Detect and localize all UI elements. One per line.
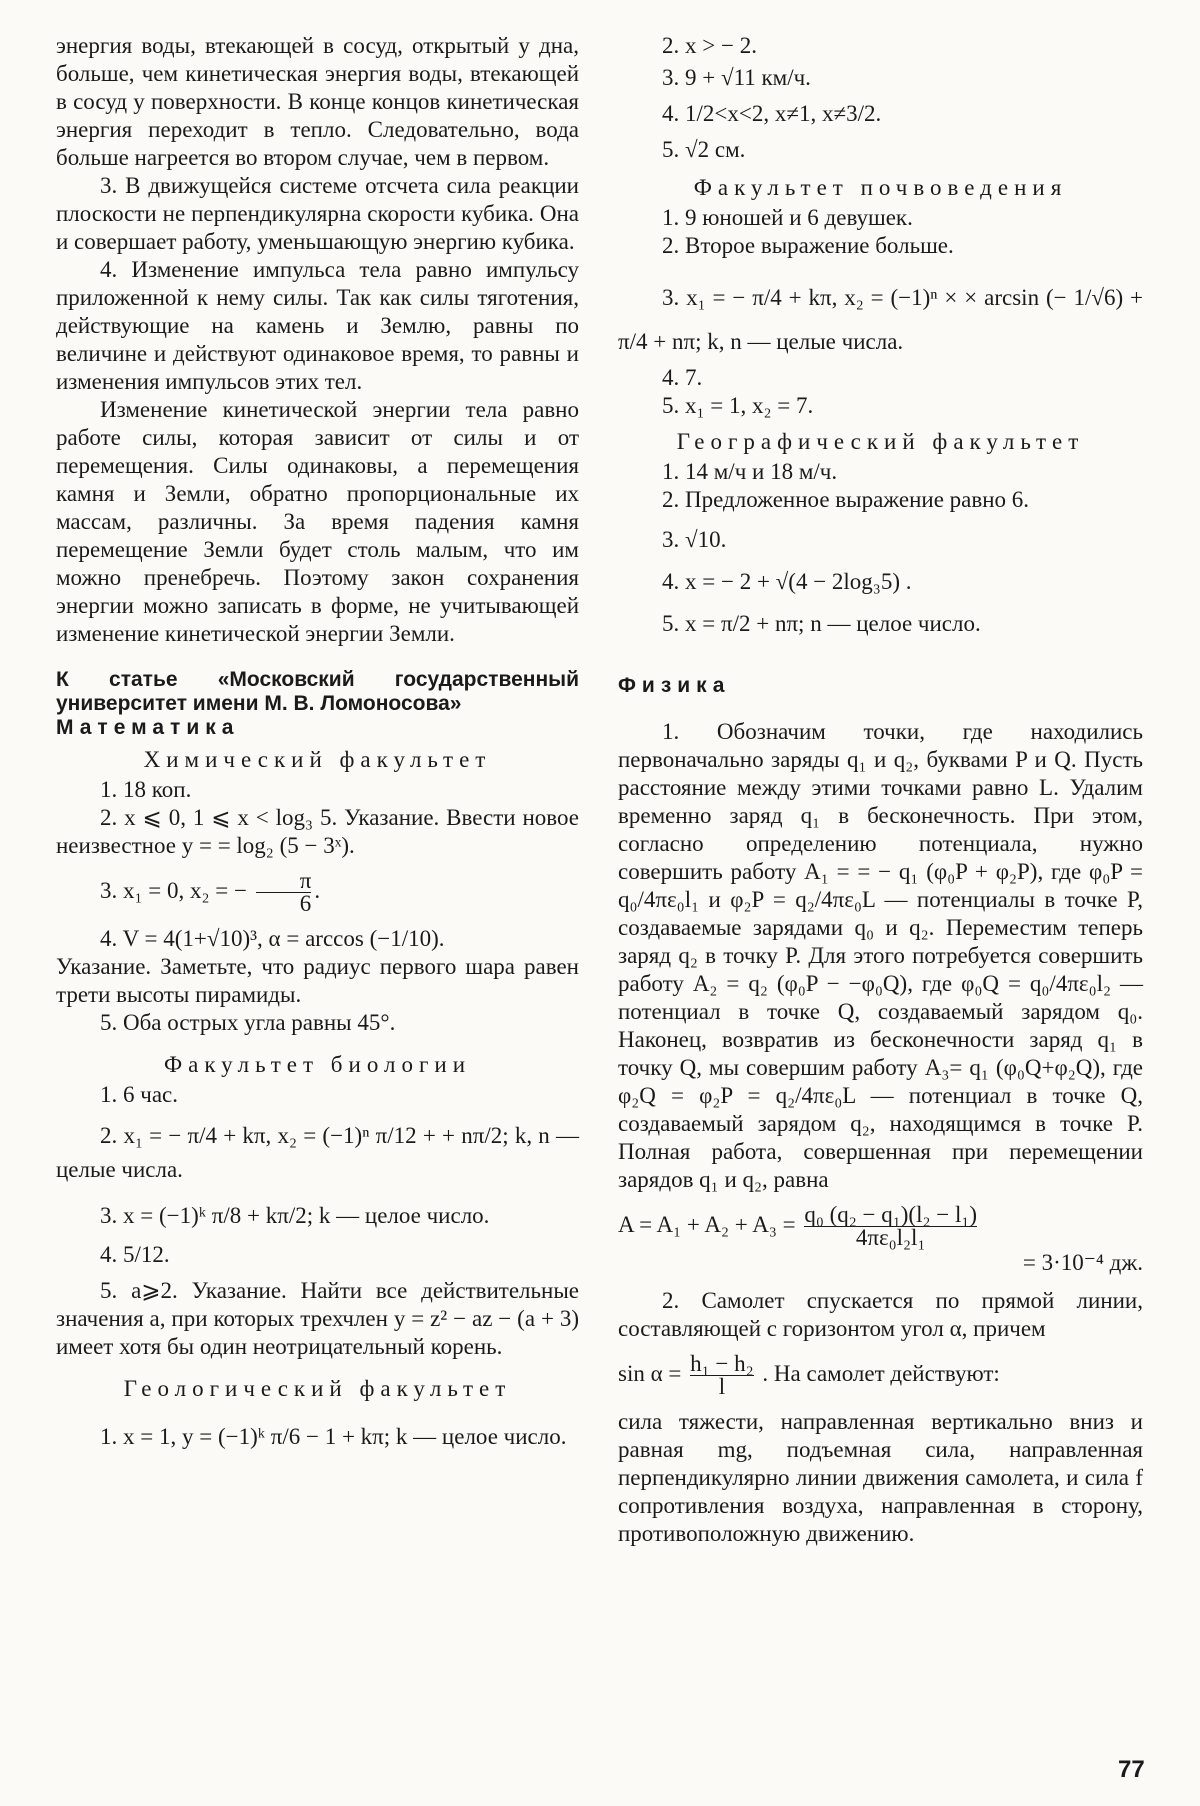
answer: 2. x ⩽ 0, 1 ⩽ x < log₃ 5. Указание. Ввести новое неизвестное y = = log₂ (5 − 3ˣ). (56, 805, 579, 858)
frac-denominator: 4πε₀l₂l₁ (804, 1226, 977, 1249)
eq-lhs: sin α = (618, 1360, 682, 1386)
paragraph: 4. Изменение импульса тела равно импульсу приложенной к нему силы. Так как силы тяготения, действующие на камень и Землю, равны по величине и действуют одинаковое время, то равны и изменения импульсов этих тел. (56, 257, 579, 394)
frac-denominator: 6 (256, 892, 312, 915)
answer: 4. x = − 2 + √(4 − 2log₃5) . (662, 569, 912, 594)
right-column (618, 32, 1143, 1548)
paragraph: 3. В движущейся системе отсчета сила реакции плоскости не перпендикулярна скорости кубика. Она и совершает работу, уменьшающую энергию кубика. (56, 173, 579, 254)
answer: 2. x > − 2. (662, 33, 757, 58)
answer: 3. 9 + √11 км/ч. (662, 65, 811, 90)
answer: 1. x = 1, y = (−1)ᵏ π/6 − 1 + kπ; k — целое число. (100, 1424, 567, 1449)
subsection-heading-soil: Факультет почвоведения (693, 175, 1068, 200)
subsection-heading-geography: Географический факультет (676, 429, 1085, 454)
subsection-heading-chemistry: Химический факультет (143, 747, 492, 772)
sine-equation (618, 1353, 1143, 1398)
answer: 5. x₁ = 1, x₂ = 7. (662, 393, 814, 418)
page-number: 77 (1118, 1756, 1145, 1783)
answer: 2. Предложенное выражение равно 6. (662, 487, 1030, 512)
frac-numerator: π (299, 868, 312, 893)
section-heading-physics: Физика (618, 674, 731, 697)
answer: 5. Оба острых угла равны 45°. (100, 1010, 396, 1035)
eq-result: = 3·10⁻⁴ дж. (1022, 1250, 1143, 1275)
left-column (56, 32, 579, 1455)
frac-denominator: l (690, 1375, 754, 1398)
frac-numerator: q₀ (q₂ − q₁)(l₂ − l₁) (804, 1202, 978, 1227)
subsection-heading-biology: Факультет биологии (163, 1052, 472, 1077)
answer: 1. 14 м/ч и 18 м/ч. (662, 459, 838, 484)
subsection-heading-geology: Геологический факультет (123, 1376, 512, 1401)
answer-equation: 3. x₁ = 0, x₂ = − $\frac{\pi}{6}$ . (100, 868, 321, 916)
answer: 3. x = (−1)ᵏ π/8 + kπ/2; k — целое число. (100, 1203, 490, 1228)
answer: 3. √10. (662, 527, 727, 552)
paragraph: сила тяжести, направленная вертикально вниз и равная mg, подъемная сила, направленная перпендикулярно линии движения самолета, и сила f сопротивления воздуха, направленная в сторону, противоположную движению. (618, 1409, 1143, 1546)
answer: 4. V = 4(1+√10)³, α = arccos (−1/10). (100, 926, 445, 951)
answer: 3. x₁ = − π/4 + kπ, x₂ = (−1)ⁿ × × arcsin (− 1/√6) + π/4 + nπ; k, n — целые числа. (618, 285, 1143, 354)
answer: 5. a⩾2. Указание. Найти все действительные значения a, при которых трехчлен y = z² − az − (a + 3) имеет хотя бы один неотрицательный корень. (56, 1278, 579, 1359)
answer: 5. √2 см. (662, 137, 746, 162)
paragraph: энергия воды, втекающей в сосуд, открытый у дна, больше, чем кинетическая энергия воды, втекающей в сосуд у поверхности. В конце концов кинетическая энергия переходит в тепло. Следовательно, вода больше нагреется во втором случае, чем в первом. (56, 33, 579, 170)
answer-hint: Указание. Заметьте, что радиус первого шара равен трети высоты пирамиды. (56, 954, 579, 1007)
paragraph: 1. Обозначим точки, где находились первоначально заряды q₁ и q₂, буквами P и Q. Пусть расстояние между этими точками равно L. Удалим временно заряд q₁ в бесконечность. При этом, согласно определению потенциала, нужно совершить работу A₁ = = − q₁ (φ₀P + φ₂P), где φ₀P = q₀/4πε₀l₁ и φ₂P = q₂/4πε₀L — потенциалы в точке P, создаваемые зарядами q₀ и q₂. Переместим теперь заряд q₂ в точку P. Для этого потребуется совершить работу A₂ = q₂ (φ₀P − −φ₀Q), где φ₀Q = q₀/4πε₀l₂ — потенциал в точке Q, создаваемый зарядом q₀. Наконец, возвратив из бесконечности заряд q₁ в точку Q, мы совершим работу A₃= q₁ (φ₀Q+φ₂Q), где φ₂Q = φ₂P = q₂/4πε₀L — потенциал в точке Q, создаваемый зарядом q₂, находящимся в точке P. Полная работа, совершенная при перемещении зарядов q₁ и q₂, равна (618, 719, 1143, 1192)
fraction (256, 870, 312, 915)
answer: 1. 6 час. (100, 1082, 178, 1107)
answer: 4. 7. (662, 365, 703, 390)
eq-lhs: A = A₁ + A₂ + A₃ = (618, 1211, 796, 1237)
answer: 2. Второе выражение больше. (662, 233, 954, 258)
fraction (804, 1204, 977, 1249)
eq-lhs: 3. x₁ = 0, x₂ = − (100, 877, 247, 903)
work-equation (618, 1204, 1143, 1277)
paragraph: Изменение кинетической энергии тела равно работе силы, которая зависит от силы и от перемещения. Силы одинаковы, а перемещения камня и Земли, обратно пропорциональные их массам, различны. За время падения камня перемещение Земли будет столь малым, что им можно пренебречь. Поэтому закон сохранения энергии можно записать в форме, не учитывающей изменение кинетической энергии Земли. (56, 397, 579, 646)
eq-tail: . На самолет действуют: (762, 1360, 1000, 1386)
article-heading: К статье «Московский государственный университет имени М. В. Ломоносова» (56, 668, 579, 715)
answer: 1. 18 коп. (100, 777, 192, 802)
answer: 1. 9 юношей и 6 девушек. (662, 205, 913, 230)
answer: 5. x = π/2 + nπ; n — целое число. (662, 611, 981, 636)
section-heading-math: Математика (56, 716, 240, 739)
frac-numerator: h₁ − h₂ (690, 1351, 754, 1376)
answer: 4. 5/12. (100, 1242, 170, 1267)
paragraph: 2. Самолет спускается по прямой линии, составляющей с горизонтом угол α, причем (618, 1288, 1143, 1341)
answer: 2. x₁ = − π/4 + kπ, x₂ = (−1)ⁿ π/12 + + nπ/2; k, n — целые числа. (56, 1123, 579, 1182)
fraction (690, 1353, 754, 1398)
answer: 4. 1/2<x<2, x≠1, x≠3/2. (662, 101, 882, 126)
